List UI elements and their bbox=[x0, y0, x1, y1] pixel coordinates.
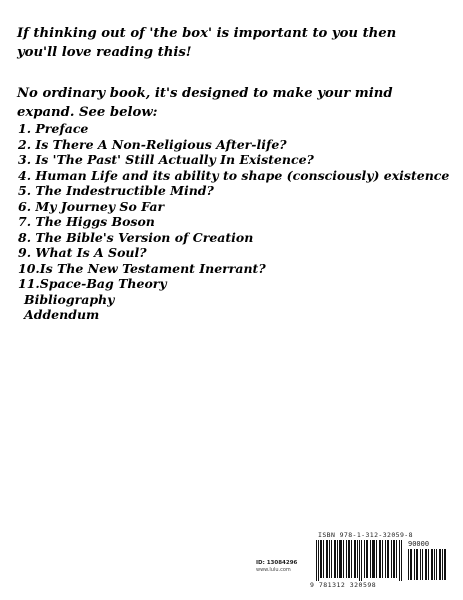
publisher-id: ID: 13084296 bbox=[256, 560, 298, 566]
contents-item: 10.Is The New Testament Inerrant? bbox=[18, 260, 266, 276]
barcode-addon-icon bbox=[408, 549, 448, 580]
barcode-digits: 9 781312 320598 bbox=[310, 581, 377, 589]
contents-item: 11.Space-Bag Theory bbox=[18, 276, 167, 291]
price-code: 90000 bbox=[408, 540, 430, 548]
contents-item: 9. What Is A Soul? bbox=[18, 245, 147, 260]
isbn-number: ISBN 978-1-312-32059-8 bbox=[318, 531, 413, 539]
intro-tagline: If thinking out of 'the box' is important to you then you'll love reading this! bbox=[17, 26, 397, 60]
publisher-site: www.lulu.com bbox=[256, 567, 291, 573]
contents-list bbox=[18, 121, 448, 323]
contents-item: 4. Human Life and its ability to shape (consciously) existence bbox=[18, 167, 450, 183]
contents-item: 8. The Bible's Version of Creation bbox=[18, 229, 254, 245]
contents-item: 5. The Indestructible Mind? bbox=[18, 183, 214, 198]
contents-item-bibliography: Bibliography bbox=[24, 291, 115, 307]
contents-item-addendum: Addendum bbox=[24, 307, 100, 322]
intro-description: No ordinary book, it's designed to make your mind expand. See below: bbox=[17, 86, 393, 120]
isbn-barcode-block bbox=[256, 531, 453, 593]
barcode-main-icon bbox=[316, 540, 404, 581]
contents-item: 7. The Higgs Boson bbox=[18, 214, 155, 229]
contents-item: 6. My Journey So Far bbox=[18, 198, 165, 214]
contents-item: 2. Is There A Non-Religious After-life? bbox=[18, 136, 287, 152]
contents-item: 3. Is 'The Past' Still Actually In Existence? bbox=[18, 152, 314, 167]
contents-item: 1. Preface bbox=[18, 121, 89, 136]
